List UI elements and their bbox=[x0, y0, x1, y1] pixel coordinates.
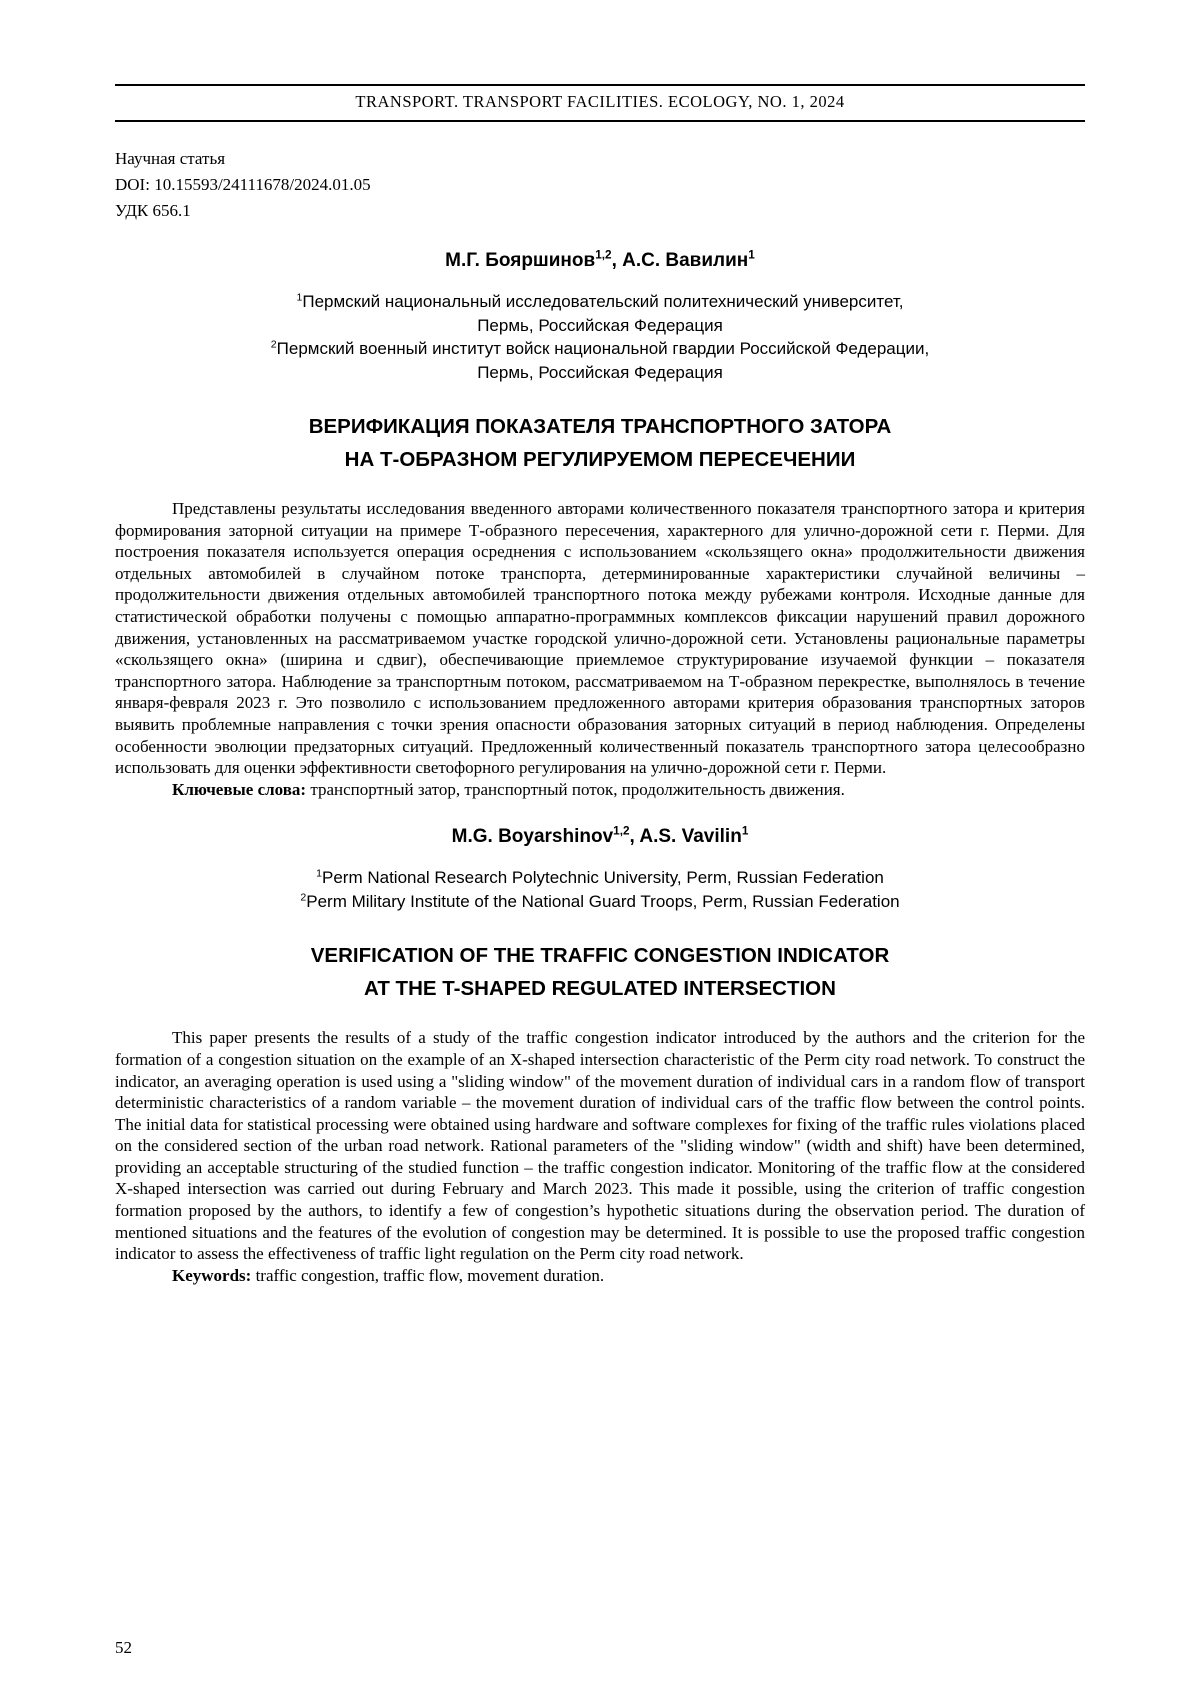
abstract-ru: Представлены результаты исследования введенного авторами количественного показателя транспортного затора и критерия формирования заторной ситуации на примере Т-образного пересечения, характерного для улично-дорожной сети г. Перми. Для построения показателя используется операция осреднения с использованием «скользящего окна» продолжительности движения отдельных автомобилей в случайном потоке транспорта, детерминированные характеристики случайной величины – продолжительности движения отдельных автомобилей транспортного потока между рубежами контроля. Исходные данные для статистической обработки получены с помощью аппаратно-программных комплексов фиксации нарушений правил дорожного движения, установленных на рассматриваемом участке городской улично-дорожной сети. Установлены рациональные параметры «скользящего окна» (ширина и сдвиг), обеспечивающие приемлемое структурирование изучаемой функции – показателя транспортного затора. Наблюдение за транспортным потоком, рассматриваемом на Т-образном перекрестке, выполнялось в течение января-февраля 2023 г. Это позволило с использованием предложенного авторами критерия образования транспортных заторов выявить проблемные направления с точки зрения опасности образования заторных ситуаций в период наблюдения. Определены особенности эволюции предзаторных ситуаций. Предложенный количественный показатель транспортного затора целесообразно использовать для оценки эффективности светофорного регулирования на улично-дорожной сети г. Перми. bbox=[115, 499, 1085, 778]
affiliation-ru-1: $^1$Пермский национальный исследовательский политехнический университет, bbox=[296, 291, 904, 311]
doi: DOI: 10.15593/24111678/2024.01.05 bbox=[115, 175, 371, 194]
affiliation-ru-1-city: Пермь, Российская Федерация bbox=[477, 315, 723, 335]
title-en-line1: VERIFICATION OF THE TRAFFIC CONGESTION INDICATOR bbox=[310, 944, 890, 968]
title-ru bbox=[115, 410, 1085, 476]
affiliation-en-1: $^1$Perm National Research Polytechnic University, Perm, Russian Federation bbox=[316, 867, 884, 888]
authors-ru: М.Г. Бояршинов$^{1,2}$, А.С. Вавилин$^1$ bbox=[445, 248, 755, 271]
page-number: 52 bbox=[115, 1638, 132, 1657]
udc-code: УДК 656.1 bbox=[115, 201, 191, 220]
affiliation-ru-2-city: Пермь, Российская Федерация bbox=[477, 362, 723, 382]
article-type: Научная статья bbox=[115, 149, 226, 168]
abstract-ru-block bbox=[115, 498, 1085, 800]
keywords-ru: Ключевые слова: транспортный затор, транспортный поток, продолжительность движения. bbox=[172, 779, 845, 799]
title-ru-line2: НА Т-ОБРАЗНОМ РЕГУЛИРУЕМОМ ПЕРЕСЕЧЕНИИ bbox=[344, 448, 856, 471]
authors-en: M.G. Boyarshinov$^{1,2}$, A.S. Vavilin$^1$ bbox=[451, 824, 749, 848]
affiliation-en-2: $^2$Perm Military Institute of the National Guard Troops, Perm, Russian Federation bbox=[300, 891, 900, 911]
journal-header: TRANSPORT. TRANSPORT FACILITIES. ECOLOGY, NO. 1, 2024 bbox=[115, 84, 1085, 122]
affiliation-ru-2: $^2$Пермский военный институт войск национальной гвардии Российской Федерации, bbox=[270, 338, 930, 358]
title-en bbox=[115, 939, 1085, 1005]
abstract-en: This paper presents the results of a study of the traffic congestion indicator introduced by the authors and the criterion for the formation of a congestion situation on the example of an X-shaped intersection characteristic of the Perm city road network. To construct the indicator, an averaging operation is used using a "sliding window" of the movement duration of individual cars in a random flow of transport deterministic characteristics of a random variable – the movement duration of individual cars of the traffic flow between the control points. The initial data for statistical processing were obtained using hardware and software complexes for fixing of the traffic rules violations placed on the considered section of the urban road network. Rational parameters of the "sliding window" (width and shift) have been determined, providing an acceptable structuring of the studied function – the traffic congestion indicator. Monitoring of the traffic flow at the considered X-shaped intersection was carried out during February and March 2023. This made it possible, using the criterion of traffic congestion formation proposed by the authors, to identify a few of congestion’s hypothetic situations during the observation period. The duration of mentioned situations and the features of the evolution of congestion may be determined. It is possible to use the proposed traffic congestion indicator to assess the effectiveness of traffic light regulation on the Perm city road network. bbox=[115, 1028, 1085, 1264]
article-meta bbox=[115, 146, 1085, 224]
affiliations-ru bbox=[115, 290, 1085, 384]
title-en-line2: AT THE T-SHAPED REGULATED INTERSECTION bbox=[364, 977, 836, 1001]
title-ru-line1: ВЕРИФИКАЦИЯ ПОКАЗАТЕЛЯ ТРАНСПОРТНОГО ЗАТОРА bbox=[308, 415, 892, 438]
abstract-en-block bbox=[115, 1027, 1085, 1286]
keywords-en: Keywords: traffic congestion, traffic flow, movement duration. bbox=[172, 1265, 605, 1285]
affiliations-en bbox=[115, 866, 1085, 913]
